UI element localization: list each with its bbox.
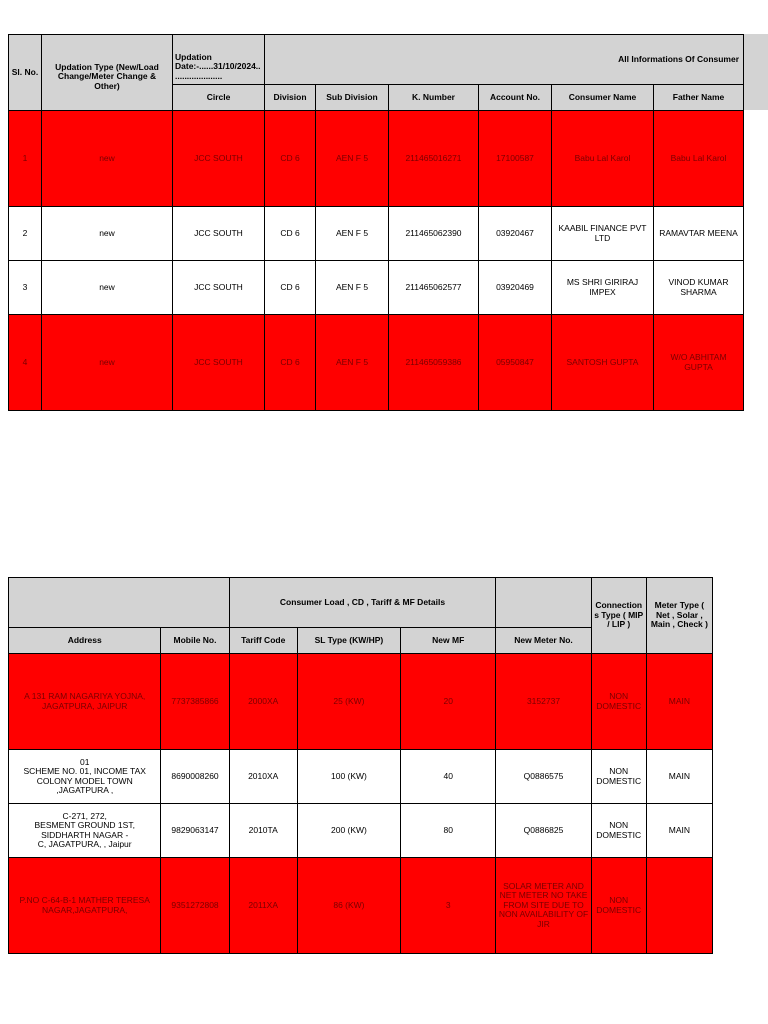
cell-sl-type: 100 (KW): [297, 750, 400, 804]
cell-consumer-name: MS SHRI GIRIRAJ IMPEX: [552, 261, 654, 315]
cell-mf: 20: [401, 654, 496, 750]
header-consumer-name: Consumer Name: [552, 85, 654, 111]
cell-father-name: W/O ABHITAM GUPTA: [654, 315, 744, 411]
cell-account-no: 05950847: [479, 315, 552, 411]
cell-tariff: 2000XA: [229, 654, 297, 750]
cell-division: CD 6: [265, 315, 316, 411]
cell-account-no: 03920467: [479, 207, 552, 261]
cell-consumer-name: Babu Lal Karol: [552, 111, 654, 207]
cell-sub-division: AEN F 5: [316, 207, 389, 261]
cell-mf: 40: [401, 750, 496, 804]
cell-mobile: 9351272808: [161, 858, 229, 954]
cell-division: CD 6: [265, 111, 316, 207]
cell-address: A 131 RAM NAGARIYA YOJNA, JAGATPURA, JAIPUR: [9, 654, 161, 750]
header-blank-meter: [496, 578, 591, 628]
table-row: [9, 261, 744, 315]
cell-circle: JCC SOUTH: [173, 315, 265, 411]
cell-sl-type: 200 (KW): [297, 804, 400, 858]
cell-consumer-name: KAABIL FINANCE PVT LTD: [552, 207, 654, 261]
cell-sub-division: AEN F 5: [316, 111, 389, 207]
cell-meter-no: Q0886825: [496, 804, 591, 858]
cell-father-name: VINOD KUMAR SHARMA: [654, 261, 744, 315]
cell-connection: NON DOMESTIC: [591, 654, 646, 750]
header-connection-type: Connections Type ( MIP / LIP ): [591, 578, 646, 654]
cell-type: new: [42, 261, 173, 315]
header-grey-overflow: [742, 34, 768, 110]
header-circle: Circle: [173, 85, 265, 111]
header-account-no: Account No.: [479, 85, 552, 111]
header-updation-type: Updation Type (New/Load Change/Meter Change & Other): [42, 35, 173, 111]
cell-mobile: 9829063147: [161, 804, 229, 858]
cell-meter-type: MAIN: [646, 750, 712, 804]
cell-mobile: 7737385866: [161, 654, 229, 750]
cell-father-name: Babu Lal Karol: [654, 111, 744, 207]
header-updation-date: Updation Date:-......31/10/2024......................: [173, 35, 265, 85]
load-details-table: [8, 577, 713, 954]
cell-mf: 80: [401, 804, 496, 858]
table-row: [9, 654, 713, 750]
table-row: [9, 315, 744, 411]
cell-meter-no: Q0886575: [496, 750, 591, 804]
table-row: [9, 207, 744, 261]
cell-connection: NON DOMESTIC: [591, 750, 646, 804]
cell-sub-division: AEN F 5: [316, 315, 389, 411]
cell-address: C-271, 272, BESMENT GROUND 1ST, SIDDHARTH NAGAR - C, JAGATPURA, , Jaipur: [9, 804, 161, 858]
cell-division: CD 6: [265, 207, 316, 261]
header-load-details: Consumer Load , CD , Tariff & MF Details: [229, 578, 496, 628]
header-new-mf: New MF: [401, 628, 496, 654]
header-new-meter-no: New Meter No.: [496, 628, 591, 654]
header-tariff-code: Tariff Code: [229, 628, 297, 654]
header-all-info: All Informations Of Consumer: [265, 35, 744, 85]
cell-circle: JCC SOUTH: [173, 111, 265, 207]
cell-meter-no: 3152737: [496, 654, 591, 750]
table-row: [9, 858, 713, 954]
header-sl-no: Sl. No.: [9, 35, 42, 111]
header-meter-type: Meter Type ( Net , Solar , Main , Check ): [646, 578, 712, 654]
cell-circle: JCC SOUTH: [173, 261, 265, 315]
cell-consumer-name: SANTOSH GUPTA: [552, 315, 654, 411]
header-blank: [9, 578, 230, 628]
cell-k-number: 211465059386: [389, 315, 479, 411]
header-division: Division: [265, 85, 316, 111]
cell-k-number: 211465062390: [389, 207, 479, 261]
cell-sl: 3: [9, 261, 42, 315]
cell-tariff: 2011XA: [229, 858, 297, 954]
cell-division: CD 6: [265, 261, 316, 315]
cell-sl: 4: [9, 315, 42, 411]
cell-account-no: 03920469: [479, 261, 552, 315]
table-row: [9, 750, 713, 804]
cell-tariff: 2010XA: [229, 750, 297, 804]
cell-sub-division: AEN F 5: [316, 261, 389, 315]
cell-meter-no: SOLAR METER AND NET METER NO TAKE FROM SITE DUE TO NON AVAILABILITY OF JIR: [496, 858, 591, 954]
cell-sl-type: 86 (KW): [297, 858, 400, 954]
cell-meter-type: [646, 858, 712, 954]
cell-father-name: RAMAVTAR MEENA: [654, 207, 744, 261]
cell-type: new: [42, 315, 173, 411]
cell-tariff: 2010TA: [229, 804, 297, 858]
consumer-info-table: [8, 34, 744, 411]
header-sub-division: Sub Division: [316, 85, 389, 111]
cell-mobile: 8690008260: [161, 750, 229, 804]
cell-address: P.NO C-64-B-1 MATHER TERESA NAGAR,JAGATPURA,: [9, 858, 161, 954]
cell-address: 01 SCHEME NO. 01, INCOME TAX COLONY MODEL TOWN ,JAGATPURA ,: [9, 750, 161, 804]
header-mobile-no: Mobile No.: [161, 628, 229, 654]
cell-k-number: 211465062577: [389, 261, 479, 315]
table-row: [9, 111, 744, 207]
cell-sl: 2: [9, 207, 42, 261]
cell-connection: NON DOMESTIC: [591, 804, 646, 858]
cell-meter-type: MAIN: [646, 654, 712, 750]
cell-sl: 1: [9, 111, 42, 207]
cell-type: new: [42, 111, 173, 207]
cell-account-no: 17100587: [479, 111, 552, 207]
cell-connection: NON DOMESTIC: [591, 858, 646, 954]
header-address: Address: [9, 628, 161, 654]
header-sl-type: SL Type (KW/HP): [297, 628, 400, 654]
cell-circle: JCC SOUTH: [173, 207, 265, 261]
cell-mf: 3: [401, 858, 496, 954]
header-k-number: K. Number: [389, 85, 479, 111]
table-row: [9, 804, 713, 858]
cell-type: new: [42, 207, 173, 261]
cell-meter-type: MAIN: [646, 804, 712, 858]
header-father-name: Father Name: [654, 85, 744, 111]
cell-k-number: 211465016271: [389, 111, 479, 207]
cell-sl-type: 25 (KW): [297, 654, 400, 750]
